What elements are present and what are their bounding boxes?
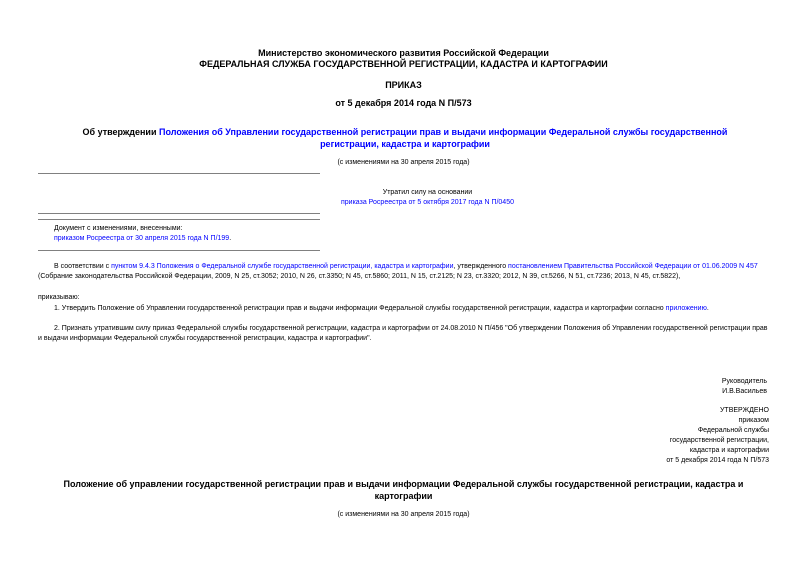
signer-name: И.В.Васильев	[722, 388, 767, 395]
lost-force-note	[320, 188, 535, 208]
regulation-clause-link[interactable]: пунктом 9.4.3 Положения о Федеральной службе государственной регистрации, кадастра и картографии	[111, 263, 454, 270]
lost-force-link[interactable]: приказа Росреестра от 5 октября 2017 года N П/0450	[341, 199, 514, 206]
service-name: ФЕДЕРАЛЬНАЯ СЛУЖБА ГОСУДАРСТВЕННОЙ РЕГИСТРАЦИИ, КАДАСТРА И КАРТОГРАФИИ	[199, 59, 608, 69]
order-item-2-text: 2. Признать утратившим силу приказ Федеральной службы государственной регистрации, кадастра и картографии от 24.08.2010 N П/456 "Об утверждении Положения об Управлении государственной регистрации прав и выдачи информации Федеральной службы государственной регистрации, кадастра и картографии".	[38, 325, 768, 342]
divider	[38, 219, 320, 220]
document-title-prefix: Об утверждении	[82, 127, 159, 137]
approved-line: государственной регистрации,	[669, 437, 769, 444]
changes-suffix: .	[229, 235, 232, 242]
basis-text-1: В соответствии с	[54, 263, 112, 270]
order-item-1-text: 1. Утвердить Положение об Управлении государственной регистрации прав и выдачи информации Федеральной службы государственной регистрации, кадастра и картографии согласно	[54, 305, 666, 312]
basis-text-2: , утвержденного	[453, 263, 509, 270]
appendix-link[interactable]: приложению	[665, 305, 707, 312]
amendment-note: (с изменениями на 30 апреля 2015 года)	[337, 159, 470, 166]
changes-note	[54, 224, 231, 244]
order-item-2	[38, 324, 773, 344]
lost-force-label: Утратил силу на основании	[382, 189, 473, 196]
regulation-link[interactable]: Положения об Управлении государственной регистрации прав и выдачи информации Федеральной службы государственной регистрации, кадастра и картографии	[159, 127, 728, 149]
approved-line: от 5 декабря 2014 года N П/573	[666, 457, 769, 464]
divider	[38, 213, 320, 214]
signer-role: Руководитель	[721, 378, 767, 385]
government-decree-link[interactable]: постановлением Правительства Российской Федерации от 01.06.2009 N 457	[508, 263, 758, 270]
orders-word: приказываю:	[38, 294, 80, 301]
basis-text-3: (Собрание законодательства Российской Федерации, 2009, N 25, ст.3052; 2010, N 26, ст.3350; N 45, ст.5860; 2011, N 15, ст.2125; N 23, ст.3320; 2012, N 39, ст.5266, N 51, ст.7236; 2013, N 45, ст.5822),	[38, 273, 681, 280]
divider	[38, 173, 320, 174]
regulation-title: Положение об управлении государственной регистрации прав и выдачи информации Федеральной службы государственной регистрации, кадастра и картографии	[63, 479, 744, 501]
changes-label: Документ с изменениями, внесенными:	[54, 225, 183, 232]
approved-line: приказом	[738, 417, 769, 424]
approved-line: Федеральной службы	[697, 427, 769, 434]
changes-order-link[interactable]: приказом Росреестра от 30 апреля 2015 года N П/199	[54, 235, 230, 242]
signature-block	[722, 377, 767, 397]
ministry-name: Министерство экономического развития Российской Федерации	[258, 48, 549, 58]
regulation-amendment-note: (с изменениями на 30 апреля 2015 года)	[337, 511, 470, 518]
divider	[38, 250, 320, 251]
basis-paragraph	[38, 262, 773, 282]
document-title	[60, 126, 750, 150]
approved-word: УТВЕРЖДЕНО	[719, 407, 769, 414]
order-item-1-suffix: .	[706, 305, 709, 312]
order-date: от 5 декабря 2014 года N П/573	[335, 98, 472, 108]
approved-line: кадастра и картографии	[689, 447, 769, 454]
order-heading: ПРИКАЗ	[385, 80, 422, 90]
order-item-1	[54, 304, 709, 314]
approval-stamp	[666, 406, 769, 466]
